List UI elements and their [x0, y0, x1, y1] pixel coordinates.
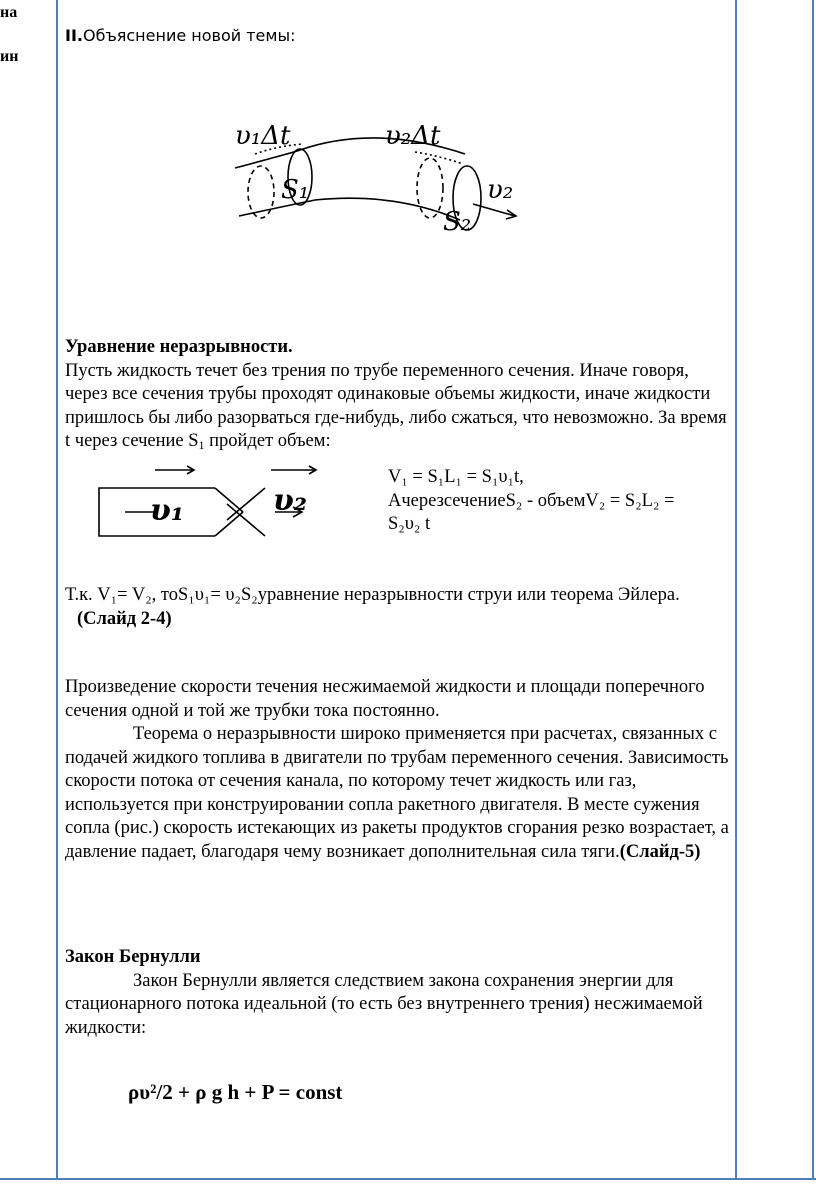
euler-slide-ref: (Слайд 2-4) — [77, 608, 172, 629]
continuity-title: Уравнение неразрывности. — [65, 337, 293, 357]
equation-line-1: V₁ = S₁L₁ = S₁υ₁t, — [388, 467, 524, 487]
nozzle-label-v2: υ₂ — [273, 483, 307, 518]
nozzle-figure — [95, 462, 335, 547]
continuity-section — [65, 336, 735, 454]
product-paragraph-1: Произведение скорости течения несжимаемой жидкости и площади поперечного сечения одной и той же трубки тока постоянно. — [65, 677, 705, 721]
euler-section — [65, 584, 735, 631]
table-border-left — [56, 0, 58, 1180]
product-section — [65, 676, 735, 864]
euler-text: Т.к. V₁= V₂, тоS₁υ₁= υ₂S₂уравнение неразрывности струи или теорема Эйлера. — [65, 585, 680, 605]
nozzle-label-v1: υ₁ — [150, 493, 184, 528]
bernoulli-formula: ρυ²/2 + ρ g h + P = const — [128, 1080, 343, 1104]
label-v2: υ₂ — [487, 175, 514, 205]
section-number: II. — [65, 26, 83, 45]
table-border-bottom — [0, 1178, 816, 1180]
bernoulli-paragraph: Закон Бернулли является следствием закона сохранения энергии для стационарного потока идеальной (то есть без внутреннего трения) несжимаемой жидкости: — [65, 970, 703, 1038]
label-v1dt: υ₁Δt — [235, 121, 291, 151]
table-border-right — [812, 0, 814, 1180]
equation-line-3: S₂υ₂ t — [388, 514, 431, 534]
continuity-paragraph: Пусть жидкость течет без трения по трубе переменного сечения. Иначе говоря, через все сечения трубы проходят одинаковые объемы жидкости, иначе жидкости пришлось бы либо разорваться где-нибудь, либо сжаться, что невозможно. За время t через сечение $S_1$ пройдет объем: — [65, 360, 727, 452]
label-s2: S₂ — [443, 207, 472, 237]
section-title: Объяснение новой темы: — [82, 26, 296, 45]
bernoulli-title: Закон Бернулли — [65, 947, 201, 967]
bernoulli-section — [65, 946, 735, 1040]
volume-equations — [388, 466, 733, 537]
pipe-flow-figure — [225, 112, 535, 247]
equation-line-2: АчерезсечениеS₂ - объемV₂ = S₂L₂ = — [388, 490, 675, 511]
left-fragment-2: ин — [0, 48, 19, 65]
label-s1: S₁ — [281, 175, 310, 205]
product-paragraph-2: Теорема о неразрывности широко применяется при расчетах, связанных с подачей жидкого топлива в двигатели по трубам переменного сечения. Зависимость скорости потока от сечения канала, по которому течет жидкость или газ, используется при конструировании сопла ракетного двигателя. В месте сужения сопла (рис.) скорость истекающих из ракеты продуктов сгорания резко возрастает, а давление падает, благодаря чему возникает дополнительная сила тяги.(Слайд-5) — [65, 724, 729, 862]
table-border-middle — [735, 0, 737, 1180]
slide-5-ref: (Слайд-5) — [619, 841, 701, 862]
section-heading — [65, 26, 295, 45]
left-fragment-1: на — [0, 4, 18, 21]
label-v2dt: υ₂Δt — [385, 121, 441, 151]
